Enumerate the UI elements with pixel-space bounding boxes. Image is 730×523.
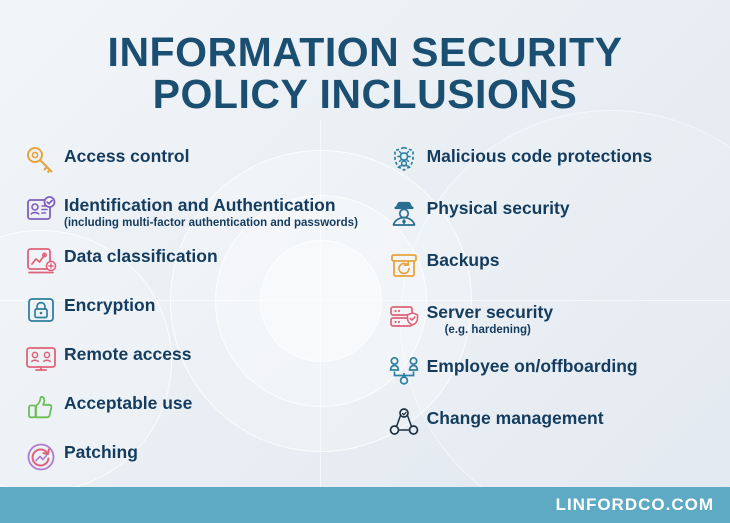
- lock-encryption-icon: [18, 291, 64, 329]
- change-management-icon: [381, 404, 427, 442]
- list-item: [18, 242, 381, 280]
- patch-refresh-icon: [18, 438, 64, 476]
- list-item-label: Remote access: [64, 344, 192, 365]
- list-item-label: Physical security: [426, 197, 570, 218]
- backup-box-icon: [381, 246, 427, 284]
- data-chart-icon: [18, 242, 64, 280]
- list-item: [18, 291, 381, 329]
- list-item: [18, 389, 381, 427]
- list-item-label: Change management: [426, 408, 604, 429]
- list-item-label: Data classification: [64, 246, 218, 267]
- list-item: [18, 340, 381, 378]
- list-item-label: Server security: [426, 301, 554, 322]
- list-item: [18, 438, 381, 476]
- list-item-label: Identification and Authentication: [64, 194, 336, 215]
- security-guard-icon: [381, 194, 427, 232]
- list-item-label: Acceptable use: [64, 393, 193, 414]
- list-item-label: Backups: [426, 249, 500, 270]
- list-item-label: Malicious code protections: [426, 145, 653, 166]
- list-item: [381, 404, 712, 442]
- list-item: [381, 298, 712, 338]
- list-item: [18, 191, 381, 231]
- list-item-label: Employee on/offboarding: [426, 356, 638, 377]
- list-item: [381, 352, 712, 390]
- footer-bar: [0, 487, 730, 523]
- list-item: [381, 246, 712, 284]
- key-icon: [18, 142, 64, 180]
- list-item-sublabel: (e.g. hardening): [444, 324, 531, 337]
- thumbs-up-icon: [18, 389, 64, 427]
- list-item-label: Patching: [64, 442, 138, 463]
- server-shield-icon: [381, 298, 427, 336]
- list-item: [381, 142, 712, 180]
- remote-access-monitor-icon: [18, 340, 64, 378]
- id-badge-check-icon: [18, 191, 64, 229]
- malicious-code-bug-shield-icon: [381, 142, 427, 180]
- list-item-label: Access control: [64, 145, 190, 166]
- right-column: [381, 142, 712, 487]
- title-line-1: INFORMATION SECURITY: [107, 29, 623, 75]
- inclusions-columns: [0, 116, 730, 487]
- list-item-sublabel: (including multi-factor authentication and passwords): [64, 217, 358, 230]
- title-line-2: POLICY INCLUSIONS: [152, 70, 578, 117]
- list-item: [381, 194, 712, 232]
- page-title: [0, 0, 730, 116]
- list-item-label: Encryption: [64, 295, 156, 316]
- onboarding-people-icon: [381, 352, 427, 390]
- left-column: [18, 142, 381, 487]
- footer-brand: LINFORDCO.COM: [555, 495, 714, 514]
- list-item: [18, 142, 381, 180]
